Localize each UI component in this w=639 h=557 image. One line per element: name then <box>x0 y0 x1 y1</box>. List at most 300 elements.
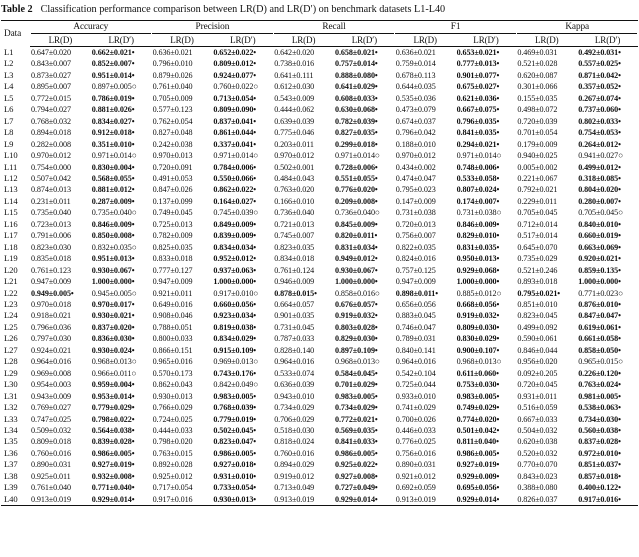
metric-value: 0.834±0.018 <box>274 254 315 264</box>
table-row <box>1 139 638 150</box>
metric-value: 0.839±0.009• <box>213 231 257 241</box>
column-header-accuracy <box>30 21 152 35</box>
metric-value: 0.894±0.018 <box>31 128 71 138</box>
metric-value: 0.763±0.024• <box>578 380 621 390</box>
dataset-id: L36 <box>4 447 18 458</box>
metric-value: 0.517±0.014 <box>517 231 558 241</box>
dataset-id: L10 <box>4 150 18 161</box>
table-label: Table 2 <box>1 4 33 15</box>
metric-value: 0.823±0.030 <box>31 242 71 252</box>
metric-value: 0.351±0.010• <box>91 139 135 149</box>
table-row <box>1 58 638 69</box>
metric-value: 0.658±0.021• <box>335 48 378 57</box>
table-row <box>1 207 638 218</box>
metric-value: 0.862±0.022• <box>213 185 257 195</box>
metric-value: 0.839±0.028• <box>91 437 135 447</box>
metric-value: 0.945±0.005○ <box>91 288 137 298</box>
table-row <box>1 230 638 241</box>
dataset-id: L21 <box>4 276 18 287</box>
metric-value: 0.701±0.029• <box>335 380 378 390</box>
metric-value: 0.959±0.004• <box>91 380 135 390</box>
metric-value: 0.843±0.007 <box>31 59 71 69</box>
metric-value: 0.543±0.009 <box>274 93 315 103</box>
metric-value: 0.970±0.018 <box>31 299 71 309</box>
table-row <box>1 471 638 482</box>
metric-value: 0.819±0.038• <box>213 322 257 332</box>
metric-value: 0.924±0.021 <box>31 345 71 355</box>
metric-value: 0.557±0.025• <box>578 59 621 69</box>
metric-value: 0.947±0.009 <box>152 277 193 287</box>
metric-value: 0.723±0.013 <box>31 219 71 229</box>
dataset-id: L25 <box>4 321 18 332</box>
table-row <box>1 276 638 287</box>
metric-value: 0.667±0.075• <box>456 105 500 115</box>
metric-value: 0.971±0.014○ <box>91 151 137 161</box>
metric-value: 0.720±0.013 <box>395 219 436 229</box>
metric-value: 0.841±0.035• <box>456 128 500 138</box>
metric-value: 0.656±0.056 <box>395 299 436 309</box>
subheader-lr-d-prime: LR(D′) <box>212 34 273 47</box>
metric-value: 0.675±0.027• <box>456 82 500 92</box>
metric-value: 0.971±0.014○ <box>213 151 259 161</box>
metric-value: 0.883±0.045 <box>395 311 436 321</box>
metric-value: 0.520±0.032 <box>517 448 558 458</box>
metric-value: 0.763±0.020 <box>274 185 315 195</box>
metric-value: 0.965±0.015○ <box>578 357 623 367</box>
metric-value: 0.498±0.072 <box>517 105 558 115</box>
metric-value: 0.542±0.104 <box>395 368 436 378</box>
table-row <box>1 322 638 333</box>
metric-value: 0.700±0.026 <box>395 414 436 424</box>
dataset-id: L15 <box>4 207 18 218</box>
metric-value: 0.782±0.039• <box>335 116 378 126</box>
metric-value: 0.749±0.029• <box>456 403 500 413</box>
metric-value: 0.833±0.018 <box>152 254 193 264</box>
metric-value: 0.826±0.037 <box>516 494 577 506</box>
metric-value: 0.912±0.018• <box>91 128 135 138</box>
metric-value: 0.663±0.069• <box>578 242 621 252</box>
metric-value: 0.492±0.031• <box>578 48 621 57</box>
metric-value: 0.876±0.010• <box>578 299 621 309</box>
metric-value: 0.550±0.066• <box>213 173 257 183</box>
metric-value: 0.858±0.050• <box>578 345 621 355</box>
metric-value: 0.720±0.091 <box>152 162 193 172</box>
metric-value: 0.733±0.054• <box>213 483 257 493</box>
metric-value: 0.760±0.016 <box>274 448 315 458</box>
metric-label: Kappa <box>517 21 638 34</box>
dataset-id: L3 <box>4 69 14 80</box>
metric-value: 0.521±0.246 <box>517 265 558 275</box>
metric-value: 0.221±0.067 <box>517 173 558 183</box>
metric-value: 0.930±0.021• <box>91 311 135 321</box>
metric-value: 0.834±0.027• <box>91 116 135 126</box>
table-row <box>1 265 638 276</box>
dataset-id: L17 <box>4 230 18 241</box>
metric-value: 0.502±0.001 <box>274 162 315 172</box>
metric-value: 0.137±0.099 <box>152 196 193 206</box>
metric-value: 0.771±0.040• <box>91 483 135 493</box>
subheader-lr-d-prime: LR(D′) <box>577 34 638 47</box>
metric-value: 0.846±0.009• <box>91 219 135 229</box>
metric-value: 0.318±0.085• <box>578 173 621 183</box>
dataset-id: L19 <box>4 253 18 264</box>
metric-value: 0.966±0.011○ <box>91 368 137 378</box>
metric-value: 0.400±0.122• <box>578 483 621 493</box>
metric-value: 0.761±0.040 <box>152 82 193 92</box>
metric-value: 0.147±0.009 <box>395 196 436 206</box>
metric-value: 0.713±0.049 <box>274 483 315 493</box>
metric-value: 0.871±0.042• <box>578 70 621 80</box>
metric-value: 0.949±0.005• <box>31 288 74 298</box>
table-row <box>1 253 638 264</box>
metric-value: 0.847±0.047• <box>578 311 621 321</box>
table-row <box>1 81 638 92</box>
metric-value: 0.885±0.012○ <box>456 288 502 298</box>
metric-value: 0.768±0.032 <box>31 116 71 126</box>
metric-value: 0.924±0.077• <box>213 70 257 80</box>
metric-value: 0.745±0.007 <box>274 231 315 241</box>
metric-value: 0.852±0.007• <box>91 59 135 69</box>
metric-value: 0.897±0.109• <box>335 345 378 355</box>
metric-value: 0.951±0.014• <box>91 70 135 80</box>
metric-value: 0.827±0.048 <box>152 128 193 138</box>
metric-value: 0.737±0.060• <box>578 105 621 115</box>
metric-value: 0.782±0.009 <box>152 231 193 241</box>
metric-value: 0.873±0.027 <box>31 70 71 80</box>
table-row <box>1 162 638 173</box>
metric-value: 0.743±0.176• <box>213 368 257 378</box>
metric-value: 0.491±0.053 <box>152 173 193 183</box>
metric-value: 0.829±0.010• <box>456 231 500 241</box>
metric-value: 0.760±0.022○ <box>213 82 259 92</box>
subheader-lr-d: LR(D) <box>516 34 577 47</box>
metric-value: 0.776±0.020• <box>335 185 378 195</box>
dataset-id: L8 <box>4 127 14 138</box>
metric-value: 0.918±0.021 <box>31 311 71 321</box>
metric-value: 0.771±0.023○ <box>578 288 623 298</box>
metric-value: 0.964±0.016 <box>395 357 436 367</box>
metric-value: 0.983±0.005• <box>456 391 500 401</box>
metric-value: 0.299±0.018• <box>335 139 378 149</box>
dataset-id: L29 <box>4 367 18 378</box>
metric-value: 0.846±0.009• <box>456 219 500 229</box>
metric-value: 0.927±0.019• <box>456 460 500 470</box>
metric-value: 0.878±0.015• <box>274 288 317 298</box>
dataset-id: L18 <box>4 241 18 252</box>
metric-value: 0.619±0.061• <box>578 322 621 332</box>
dataset-id: L40 <box>1 494 30 506</box>
metric-value: 0.636±0.021 <box>395 48 436 57</box>
table-row <box>1 368 638 379</box>
metric-value: 0.796±0.035• <box>456 116 500 126</box>
metric-value: 0.986±0.005• <box>213 448 257 458</box>
metric-value: 0.761±0.123 <box>31 265 71 275</box>
metric-value: 0.788±0.051 <box>152 322 193 332</box>
metric-value: 0.264±0.012• <box>578 139 621 149</box>
metric-value: 0.849±0.009• <box>213 219 257 229</box>
metric-value: 0.777±0.127 <box>152 265 193 275</box>
metric-value: 0.823±0.045 <box>517 311 558 321</box>
metric-value: 0.499±0.012• <box>578 162 621 172</box>
metric-value: 0.770±0.070 <box>517 460 558 470</box>
metric-value: 0.946±0.009 <box>274 277 315 287</box>
metric-value: 0.725±0.044 <box>395 380 436 390</box>
metric-value: 0.970±0.012 <box>31 151 71 161</box>
metric-value: 0.745±0.039○ <box>213 208 259 218</box>
metric-value: 0.735±0.040○ <box>91 208 137 218</box>
table-caption-text: Classification performance comparison between LR(D) and LR(D′) on benchmark datasets L1-L40 <box>40 4 446 15</box>
metric-value: 0.731±0.045 <box>274 322 315 332</box>
dataset-id: L39 <box>4 482 18 493</box>
metric-value: 0.825±0.035 <box>152 242 193 252</box>
metric-value: 0.888±0.080• <box>335 70 378 80</box>
subheader-lr-d: LR(D) <box>152 34 213 47</box>
metric-value: 0.917±0.010○ <box>213 288 259 298</box>
metric-value: 0.968±0.013○ <box>91 357 137 367</box>
metric-value: 0.766±0.029 <box>152 403 193 413</box>
metric-value: 0.756±0.016 <box>395 448 436 458</box>
table-row <box>1 173 638 184</box>
metric-value: 0.913±0.019 <box>30 494 91 506</box>
metric-value: 0.772±0.021• <box>335 414 378 424</box>
metric-value: 0.779±0.029• <box>91 403 135 413</box>
metric-value: 0.231±0.011 <box>31 196 71 206</box>
table-row <box>1 47 638 59</box>
metric-value: 0.444±0.033 <box>152 425 193 435</box>
metric-value: 0.949±0.012• <box>335 254 378 264</box>
metric-value: 0.930±0.024• <box>91 345 135 355</box>
table-row <box>1 288 638 299</box>
metric-value: 0.474±0.047 <box>395 173 436 183</box>
metric-value: 0.660±0.056• <box>213 299 257 309</box>
metric-value: 0.874±0.013 <box>31 185 71 195</box>
dataset-id: L13 <box>4 184 18 195</box>
metric-value: 0.005±0.002 <box>517 162 558 172</box>
subheader-lr-d: LR(D) <box>395 34 456 47</box>
metric-value: 0.919±0.012 <box>274 471 315 481</box>
metric-value: 0.551±0.055• <box>335 173 378 183</box>
metric-value: 0.925±0.011 <box>31 471 71 481</box>
metric-value: 0.929±0.014• <box>456 494 517 506</box>
metric-value: 1.000±0.000• <box>578 277 621 287</box>
metric-value: 0.971±0.014○ <box>456 151 502 161</box>
metric-value: 0.964±0.016 <box>31 357 71 367</box>
dataset-id: L20 <box>4 264 18 275</box>
metric-value: 0.969±0.008 <box>31 368 71 378</box>
metric-value: 0.155±0.035 <box>517 93 558 103</box>
metric-value: 0.784±0.006• <box>213 162 257 172</box>
metric-label: F1 <box>395 21 516 34</box>
metric-value: 0.636±0.021 <box>152 48 193 57</box>
metric-value: 0.809±0.012• <box>213 59 257 69</box>
metric-value: 0.930±0.013• <box>212 494 273 506</box>
metric-value: 0.847±0.026 <box>152 185 193 195</box>
metric-value: 0.577±0.123 <box>152 105 193 115</box>
metric-value: 0.641±0.029• <box>335 82 378 92</box>
metric-value: 0.203±0.011 <box>274 139 314 149</box>
metric-value: 0.803±0.028• <box>335 322 378 332</box>
table-row <box>1 70 638 81</box>
metric-value: 0.921±0.011 <box>152 288 193 298</box>
results-table <box>1 20 638 506</box>
metric-value: 0.908±0.046 <box>152 311 193 321</box>
metric-value: 0.953±0.014• <box>91 391 135 401</box>
metric-value: 0.754±0.000 <box>31 162 71 172</box>
metric-value: 0.986±0.005• <box>335 448 378 458</box>
metric-value: 0.952±0.012• <box>213 254 257 264</box>
metric-value: 0.919±0.032• <box>335 311 378 321</box>
metric-value: 0.925±0.022• <box>335 460 378 470</box>
metric-value: 0.917±0.016 <box>152 494 213 506</box>
metric-value: 0.843±0.023 <box>517 471 558 481</box>
dataset-id: L16 <box>4 218 18 229</box>
metric-value: 0.501±0.042• <box>456 425 500 435</box>
table-row <box>1 448 638 459</box>
metric-value: 0.789±0.031 <box>395 334 436 344</box>
table-row <box>1 333 638 344</box>
metric-value: 0.242±0.038 <box>152 139 193 149</box>
metric-value: 0.664±0.057 <box>274 299 315 309</box>
metric-value: 1.000±0.000• <box>91 277 135 287</box>
dataset-id: L27 <box>4 344 18 355</box>
metric-value: 0.787±0.033 <box>274 334 315 344</box>
metric-value: 0.092±0.205 <box>517 368 558 378</box>
dataset-id: L6 <box>4 104 14 115</box>
metric-value: 0.823±0.047• <box>213 437 257 447</box>
metric-value: 0.774±0.020• <box>456 414 500 424</box>
table-row <box>1 425 638 436</box>
metric-value: 0.970±0.013 <box>152 151 193 161</box>
metric-value: 0.969±0.013○ <box>213 357 259 367</box>
metric-value: 0.809±0.030• <box>456 322 500 332</box>
metric-value: 0.822±0.035 <box>395 242 436 252</box>
metric-value: 0.841±0.033• <box>335 437 378 447</box>
metric-value: 0.931±0.011 <box>517 391 558 401</box>
metric-value: 0.727±0.049• <box>335 483 378 493</box>
metric-value: 0.705±0.009 <box>152 93 193 103</box>
metric-value: 0.757±0.125 <box>395 265 436 275</box>
table-row <box>1 104 638 115</box>
metric-value: 0.538±0.063• <box>578 403 621 413</box>
dataset-id: L26 <box>4 333 18 344</box>
metric-value: 0.166±0.010 <box>274 196 315 206</box>
metric-value: 0.927±0.019• <box>91 460 135 470</box>
metric-value: 0.930±0.067• <box>91 265 135 275</box>
metric-value: 0.584±0.045• <box>335 368 378 378</box>
metric-value: 0.568±0.055• <box>91 173 135 183</box>
metric-value: 0.800±0.033 <box>152 334 193 344</box>
metric-value: 0.518±0.030 <box>274 425 315 435</box>
metric-value: 0.738±0.016 <box>274 59 315 69</box>
metric-value: 0.937±0.063• <box>213 265 257 275</box>
column-header-f1 <box>395 21 517 35</box>
column-header-recall <box>273 21 395 35</box>
metric-value: 0.943±0.010 <box>274 391 315 401</box>
metric-value: 0.612±0.030 <box>274 82 315 92</box>
metric-value: 0.678±0.113 <box>395 70 436 80</box>
metric-value: 0.931±0.010• <box>213 471 257 481</box>
metric-value: 0.964±0.016 <box>274 357 315 367</box>
metric-value: 0.834±0.029• <box>213 334 257 344</box>
metric-value: 0.901±0.035 <box>274 311 315 321</box>
table-row <box>1 379 638 390</box>
metric-value: 0.736±0.040○ <box>335 208 380 218</box>
metric-value: 0.930±0.013 <box>152 391 193 401</box>
metric-value: 0.862±0.043 <box>152 380 193 390</box>
metric-value: 1.000±0.000• <box>213 277 257 287</box>
metric-value: 1.000±0.000• <box>456 277 500 287</box>
metric-value: 0.796±0.010 <box>152 59 193 69</box>
metric-value: 0.786±0.019• <box>91 93 135 103</box>
metric-value: 0.835±0.018 <box>31 254 71 264</box>
table-row <box>1 414 638 425</box>
metric-value: 0.674±0.037 <box>395 116 436 126</box>
table-row <box>1 184 638 195</box>
metric-value: 0.842±0.049○ <box>213 380 259 390</box>
metric-value: 0.570±0.173 <box>152 368 193 378</box>
metric-value: 0.859±0.135• <box>578 265 621 275</box>
metric-value: 0.713±0.054• <box>213 93 257 103</box>
metric-value: 0.756±0.007 <box>395 231 436 241</box>
table-row <box>1 150 638 161</box>
metric-value: 0.661±0.058• <box>578 334 621 344</box>
metric-value: 0.796±0.042 <box>395 128 436 138</box>
metric-value: 0.970±0.017• <box>91 299 135 309</box>
table-row <box>1 299 638 310</box>
metric-value: 0.796±0.036 <box>31 322 71 332</box>
metric-value: 0.388±0.080 <box>517 483 558 493</box>
dataset-id: L23 <box>4 298 18 309</box>
metric-value: 0.956±0.020 <box>517 357 558 367</box>
table-row <box>1 482 638 493</box>
metric-value: 0.900±0.107• <box>456 345 500 355</box>
metric-value: 0.712±0.014 <box>517 219 558 229</box>
metric-value: 0.731±0.038 <box>395 208 436 218</box>
table-row <box>1 402 638 413</box>
metric-value: 0.947±0.009 <box>395 277 436 287</box>
metric-value: 0.533±0.058• <box>456 173 500 183</box>
metric-value: 0.504±0.032 <box>517 425 558 435</box>
metric-value: 0.827±0.035• <box>335 128 378 138</box>
metric-value: 0.933±0.010 <box>395 391 436 401</box>
metric-value: 0.357±0.052• <box>578 82 621 92</box>
metric-value: 0.798±0.022• <box>91 414 135 424</box>
metric-value: 0.645±0.070 <box>517 242 558 252</box>
metric-value: 0.749±0.045 <box>152 208 193 218</box>
metric-value: 0.898±0.011• <box>395 288 439 298</box>
metric-value: 0.621±0.036• <box>456 93 500 103</box>
metric-value: 0.840±0.010• <box>578 219 621 229</box>
metric-value: 0.927±0.008• <box>335 471 378 481</box>
table-row <box>1 494 638 506</box>
metric-value: 0.824±0.016 <box>395 254 436 264</box>
metric-value: 0.851±0.037• <box>578 460 621 470</box>
metric-value: 0.920±0.021• <box>578 254 621 264</box>
metric-value: 0.858±0.016○ <box>335 288 380 298</box>
metric-value: 0.757±0.014• <box>335 59 378 69</box>
metric-value: 0.832±0.035○ <box>91 242 137 252</box>
metric-label: Recall <box>274 21 395 34</box>
dataset-id: L1 <box>4 46 14 57</box>
metric-value: 0.923±0.034• <box>213 311 257 321</box>
table-row <box>1 93 638 104</box>
metric-value: 0.761±0.040 <box>31 483 71 493</box>
metric-value: 0.734±0.029• <box>335 403 378 413</box>
metric-value: 0.919±0.032• <box>456 311 500 321</box>
metric-value: 0.761±0.124 <box>274 265 315 275</box>
metric-value: 0.226±0.120• <box>578 368 621 378</box>
metric-value: 0.837±0.041• <box>213 116 257 126</box>
